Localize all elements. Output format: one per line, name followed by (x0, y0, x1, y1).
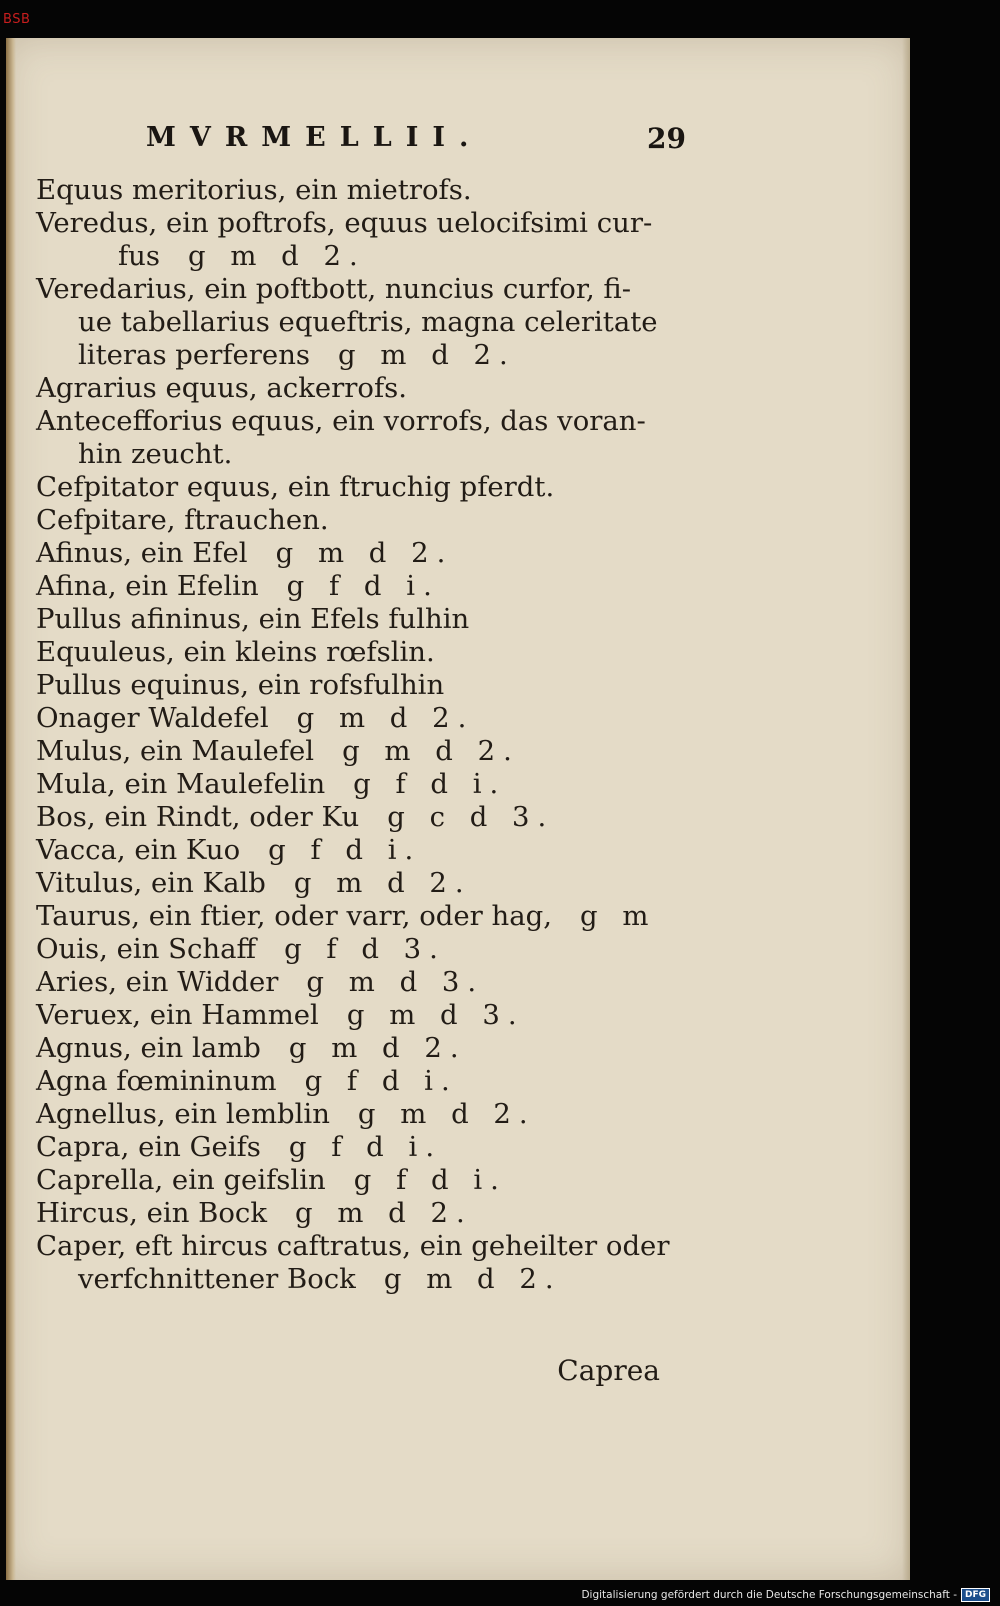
entry-headword-line: Aries, ein Widder (36, 966, 279, 998)
entry-headword-line: Caper, eft hircus caftratus, ein geheilter oder (36, 1230, 670, 1262)
dfg-logo-icon: DFG (961, 1588, 990, 1602)
glossary-entry (36, 570, 696, 603)
entry-headword-line: Ouis, ein Schaff (36, 933, 257, 965)
grammar-note: g m d 2. (338, 339, 516, 371)
glossary-entry (36, 1230, 696, 1296)
footer-credit (581, 1586, 990, 1604)
entry-headword-line: Afinus, ein Efel (36, 537, 248, 569)
grammar-note: g m d 2. (275, 537, 454, 569)
grammar-note: g m d 2. (296, 702, 475, 734)
glossary-entry (36, 669, 696, 702)
page-number: 29 (647, 122, 686, 155)
entry-continuation-line: literas perferens g m d 2. (78, 339, 516, 371)
entry-continuation-line: ue tabellarius equeftris, magna celeritate (78, 306, 658, 338)
grammar-note: g c d 3. (387, 801, 555, 833)
grammar-note: g f d i. (268, 834, 422, 866)
glossary-entry (36, 735, 696, 768)
entry-headword-line: Pullus equinus, ein rofsfulhin (36, 669, 445, 701)
entry-headword-line: Pullus afininus, ein Efels fulhin (36, 603, 470, 635)
entry-headword-line: Vacca, ein Kuo (36, 834, 241, 866)
entry-headword-line: Agnus, ein lamb (36, 1032, 261, 1064)
glossary-entry (36, 933, 696, 966)
entry-headword-line: Mula, ein Maulefelin (36, 768, 326, 800)
entry-continuation-line: hin zeucht. (78, 438, 233, 470)
entry-headword-line: Vitulus, ein Kalb (36, 867, 266, 899)
grammar-note: g m d 2. (294, 1197, 473, 1229)
glossary-entry (36, 801, 696, 834)
entry-headword-line: Equuleus, ein kleins rœfslin. (36, 636, 435, 668)
grammar-note: g f d i. (353, 768, 507, 800)
glossary-entry (36, 471, 696, 504)
grammar-note: g f d i. (286, 570, 440, 602)
grammar-note: g f d i. (288, 1131, 443, 1163)
grammar-note: g m d 3. (306, 966, 485, 998)
entry-headword-line: Veredarius, ein poftbott, nuncius curfor, fi- (36, 273, 632, 305)
entry-headword-line: Capra, ein Geifs (36, 1131, 261, 1163)
grammar-note: g m d 2. (293, 867, 472, 899)
entry-headword-line: Equus meritorius, ein mietrofs. (36, 174, 472, 206)
entry-headword-line: Caprella, ein geifslin (36, 1164, 326, 1196)
glossary-entry (36, 405, 696, 471)
grammar-note: g m (579, 900, 657, 932)
library-marker: BSB (3, 12, 31, 27)
grammar-note: g f d 3. (284, 933, 446, 965)
entry-headword-line: Antecefforius equus, ein vorrofs, das voran- (36, 405, 646, 437)
entry-headword-line: Hircus, ein Bock (36, 1197, 267, 1229)
glossary-entry (36, 1065, 696, 1098)
glossary-entry (36, 174, 696, 207)
glossary-entry (36, 636, 696, 669)
entry-headword-line: Taurus, ein ftier, oder varr, oder hag, (36, 900, 552, 932)
entry-headword-line: Onager Waldefel (36, 702, 269, 734)
entry-headword-line: Veruex, ein Hammel (36, 999, 319, 1031)
entry-headword-line: Veredus, ein poftrofs, equus uelocifsimi cur- (36, 207, 653, 239)
grammar-note: g f d i. (304, 1065, 458, 1097)
glossary-entry (36, 1131, 696, 1164)
entry-continuation-line: fus g m d 2. (118, 240, 366, 272)
entry-headword-line: Agna fœmininum (36, 1065, 277, 1097)
glossary-entry (36, 537, 696, 570)
running-head-title: MVRMELLII. (146, 122, 483, 153)
page-gutter (6, 38, 16, 1580)
glossary-entry (36, 834, 696, 867)
grammar-note: g m d 2. (188, 240, 366, 272)
glossary-entry (36, 1032, 696, 1065)
glossary-entry (36, 768, 696, 801)
entry-headword-line: Agrarius equus, ackerrofs. (36, 372, 408, 404)
catchword: Caprea (557, 1354, 660, 1387)
glossary-entry (36, 273, 696, 372)
entry-headword-line: Bos, ein Rindt, oder Ku (36, 801, 360, 833)
running-head (146, 122, 686, 162)
glossary-entry (36, 1197, 696, 1230)
glossary-entry (36, 1164, 696, 1197)
entry-headword-line: Cefpitator equus, ein ftruchig pferdt. (36, 471, 555, 503)
entry-headword-line: Mulus, ein Maulefel (36, 735, 315, 767)
glossary-entry (36, 999, 696, 1032)
page-edge (902, 38, 910, 1580)
grammar-note: g m d 2. (357, 1098, 536, 1130)
entry-headword-line: Agnellus, ein lemblin (36, 1098, 330, 1130)
entry-headword-line: Afina, ein Efelin (36, 570, 259, 602)
footer-credit-text: Digitalisierung gefördert durch die Deutsche Forschungsgemeinschaft - (581, 1589, 957, 1601)
grammar-note: g m d 3. (346, 999, 525, 1031)
grammar-note: g m d 2. (383, 1263, 562, 1295)
glossary-entry (36, 603, 696, 636)
glossary-entry (36, 504, 696, 537)
book-page (6, 38, 910, 1580)
grammar-note: g f d i. (353, 1164, 507, 1196)
glossary-entries (36, 174, 696, 1296)
entry-continuation-line: verfchnittener Bock g m d 2. (78, 1263, 562, 1295)
glossary-entry (36, 207, 696, 273)
glossary-entry (36, 372, 696, 405)
glossary-entry (36, 900, 696, 933)
grammar-note: g m d 2. (342, 735, 520, 767)
glossary-entry (36, 867, 696, 900)
glossary-entry (36, 702, 696, 735)
glossary-entry (36, 1098, 696, 1131)
glossary-entry (36, 966, 696, 999)
grammar-note: g m d 2. (288, 1032, 467, 1064)
entry-headword-line: Cefpitare, ftrauchen. (36, 504, 329, 536)
